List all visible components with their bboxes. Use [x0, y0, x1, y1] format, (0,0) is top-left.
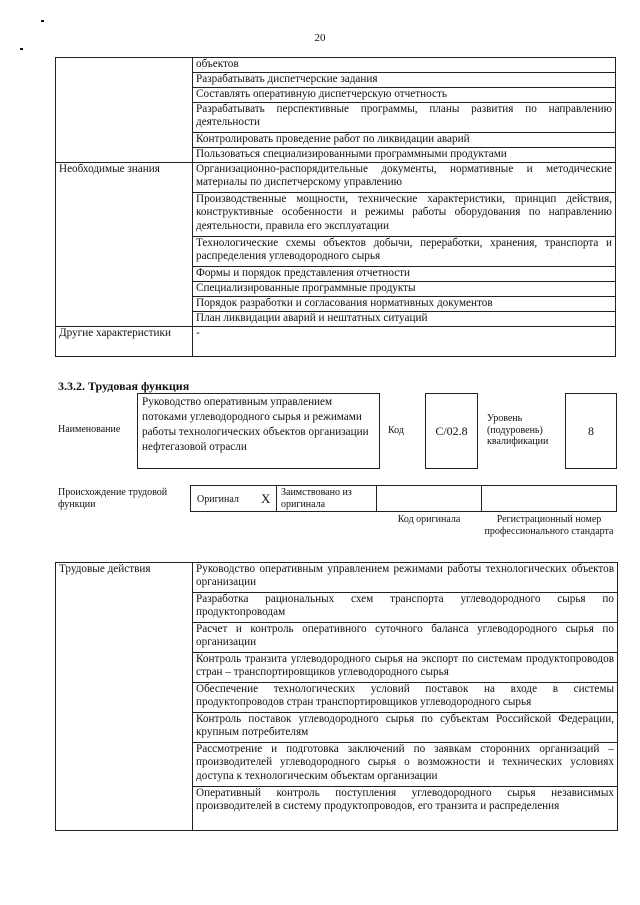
reg-number-cell	[481, 485, 617, 512]
skill-row: Разрабатывать перспективные программы, планы развития по направлению деятельности	[193, 103, 616, 133]
other-value: -	[193, 327, 616, 357]
code-value: C/02.8	[425, 393, 478, 469]
level-value: 8	[565, 393, 617, 469]
original-mark: X	[261, 491, 271, 506]
page-number: 20	[314, 32, 326, 44]
knowledge-row: Технологические схемы объектов добычи, переработки, хранения, транспорта и распределения углеводородного сырья	[193, 237, 616, 267]
skill-row: Пользоваться специализированными программными продуктами	[193, 148, 616, 163]
knowledge-row: Производственные мощности, технические характеристики, принцип действия, конструктивные особенности и режимы работы оборудования по направлению деятельности, правила его эксплуатации	[193, 193, 616, 237]
skills-knowledge-table	[55, 57, 616, 357]
skill-row: объектов	[193, 58, 616, 73]
labor-action-row: Контроль поставок углеводородного сырья по субъектам Российской Федерации, крупным потребителям	[193, 713, 618, 743]
origin-label: Происхождение трудовой функции	[58, 487, 168, 510]
knowledge-row: План ликвидации аварий и нештатных ситуаций	[193, 312, 616, 327]
skill-row: Разрабатывать диспетчерские задания	[193, 73, 616, 88]
section-title: 3.3.2. Трудовая функция	[58, 379, 190, 393]
name-label: Наименование	[58, 424, 121, 435]
function-name: Руководство оперативным управлением потоками углеводородного сырья и режимами работы технологических объектов организации нефтегазовой отрасли	[137, 393, 380, 469]
borrowed-cell: Заимствовано из оригинала	[276, 485, 377, 512]
reg-number-caption: Регистрационный номер профессионального стандарта	[484, 514, 614, 537]
labor-actions-table	[55, 562, 618, 831]
labor-action-row: Расчет и контроль оперативного суточного баланса углеводородного сырья по организации	[193, 623, 618, 653]
labor-actions-label: Трудовые действия	[56, 563, 193, 831]
original-cell	[190, 485, 277, 512]
labor-action-row: Оперативный контроль поступления углеводородного сырья независимых производителей в систему продуктопроводов, его транзита и распределения	[193, 787, 618, 831]
original-label: Оригинал	[197, 494, 239, 505]
code-original-caption: Код оригинала	[397, 514, 461, 525]
skill-row: Контролировать проведение работ по ликвидации аварий	[193, 133, 616, 148]
skill-row: Составлять оперативную диспетчерскую отчетность	[193, 88, 616, 103]
labor-action-row: Обеспечение технологических условий поставок на входе в системы продуктопроводов стран транспортировщиков углеводородного сырья	[193, 683, 618, 713]
knowledge-row: Организационно-распорядительные документы, нормативные и методические материалы по диспетчерскому управлению	[193, 163, 616, 193]
scan-mark	[41, 20, 44, 22]
empty-label-cell	[56, 58, 193, 163]
level-label: Уровень (подуровень) квалификации	[487, 413, 549, 447]
knowledge-label: Необходимые знания	[56, 163, 193, 327]
labor-action-row: Рассмотрение и подготовка заключений по заявкам сторонних организаций – производителей углеводородного сырья о возможности и технических условиях доступа к технологическим объектам организации	[193, 743, 618, 787]
knowledge-row: Формы и порядок представления отчетности	[193, 267, 616, 282]
knowledge-row: Специализированные программные продукты	[193, 282, 616, 297]
labor-action-row: Контроль транзита углеводородного сырья на экспорт по системам продуктопроводов стран – транспортировщиков углеводородного сырья	[193, 653, 618, 683]
other-label: Другие характеристики	[56, 327, 193, 357]
code-original-cell	[376, 485, 482, 512]
knowledge-row: Порядок разработки и согласования нормативных документов	[193, 297, 616, 312]
labor-action-row: Разработка рациональных схем транспорта углеводородного сырья по продуктопроводам	[193, 593, 618, 623]
code-label: Код	[388, 425, 404, 436]
scan-mark	[20, 48, 23, 50]
labor-action-row: Руководство оперативным управлением режимами работы технологических объектов организации	[193, 563, 618, 593]
